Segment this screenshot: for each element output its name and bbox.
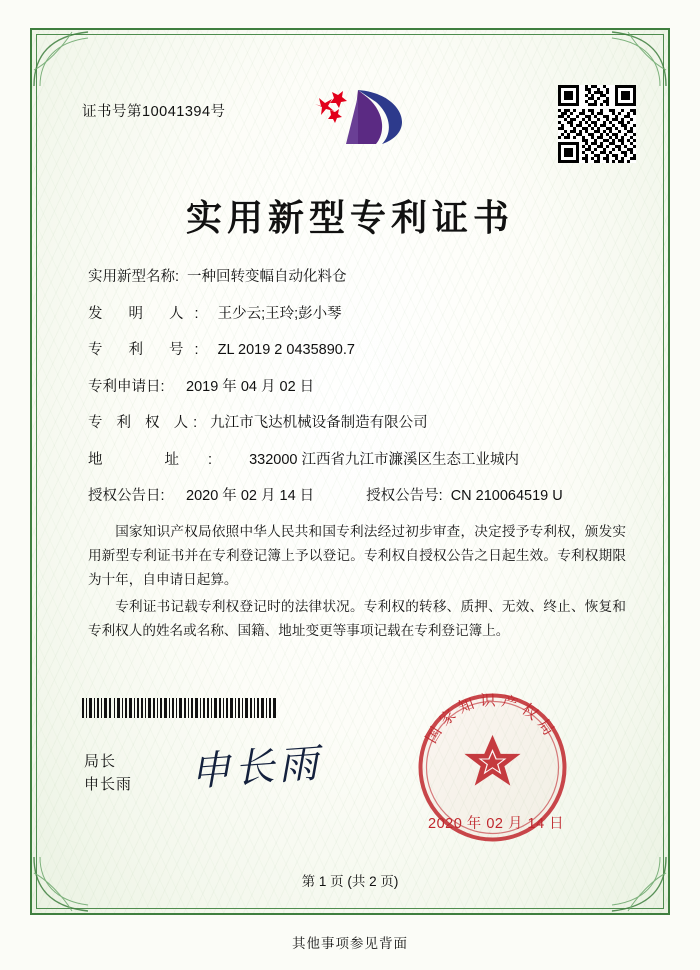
- field-label-address: 地 址:: [88, 451, 242, 468]
- field-row-inventor: [88, 307, 630, 322]
- field-label-name: 实用新型名称:: [88, 269, 180, 285]
- cnipa-logo-icon: [302, 82, 412, 158]
- svg-text:国家知识产权局: 国家知识产权局: [422, 691, 561, 747]
- certificate-content: [60, 60, 640, 890]
- field-value-name: 一种回转变幅自动化料仓: [187, 269, 347, 285]
- field-row-patentee: [88, 416, 630, 431]
- field-label-inventor: 发 明 人:: [88, 305, 210, 322]
- field-row-address: [88, 453, 630, 468]
- field-label-application-date: 专利申请日:: [88, 378, 165, 395]
- page-number: 第 1 页 (共 2 页): [301, 874, 399, 889]
- signature-block: [84, 750, 132, 797]
- footer-note: 其他事项参见背面: [292, 936, 408, 951]
- field-row-application-date: [88, 380, 630, 395]
- field-value-patent-number: ZL 2019 2 0435890.7: [217, 342, 355, 358]
- field-value-inventor: 王少云;王玲;彭小琴: [217, 305, 342, 322]
- qr-code: [558, 85, 636, 163]
- director-name: 申长雨: [84, 776, 133, 794]
- certificate-number: 证书号第10041394号: [82, 104, 226, 120]
- legal-paragraph-2: 专利证书记载专利权登记时的法律状况。专利权的转移、质押、无效、终止、恢复和专利权人的姓名或名称、国籍、地址变更等事项记载在专利登记簿上。: [88, 599, 626, 639]
- field-label-patentee: 专 利 权 人:: [88, 415, 203, 431]
- field-value-grant-date: 2020 年 02 月 14 日: [186, 488, 315, 504]
- legal-text: [88, 520, 626, 647]
- field-list: [88, 270, 630, 526]
- field-label-grant-number: 授权公告号:: [366, 488, 443, 504]
- field-row-grant: [88, 489, 630, 504]
- field-label-patent-number: 专 利 号:: [88, 342, 210, 358]
- field-row-patent-number: [88, 343, 630, 358]
- handwritten-signature: 申长雨: [188, 740, 324, 796]
- director-title: 局长: [84, 753, 117, 770]
- legal-paragraph-1: 国家知识产权局依照中华人民共和国专利法经过初步审查，决定授予专利权，颁发实用新型专利证书并在专利登记簿上予以登记。专利权自授权公告之日起生效。专利权期限为十年，自申请日起算。: [88, 524, 626, 587]
- field-value-application-date: 2019 年 04 月 02 日: [186, 378, 315, 395]
- field-value-address: 332000 江西省九江市濂溪区生态工业城内: [249, 451, 519, 468]
- field-value-patentee: 九江市飞达机械设备制造有限公司: [210, 415, 428, 431]
- seal-date: 2020 年 02 月 14 日: [428, 816, 565, 832]
- barcode: [82, 698, 277, 718]
- field-row-name: [88, 270, 630, 285]
- page-title: 实用新型专利证书: [185, 197, 514, 239]
- field-label-grant-date: 授权公告日:: [88, 488, 165, 504]
- field-value-grant-number: CN 210064519 U: [450, 488, 563, 504]
